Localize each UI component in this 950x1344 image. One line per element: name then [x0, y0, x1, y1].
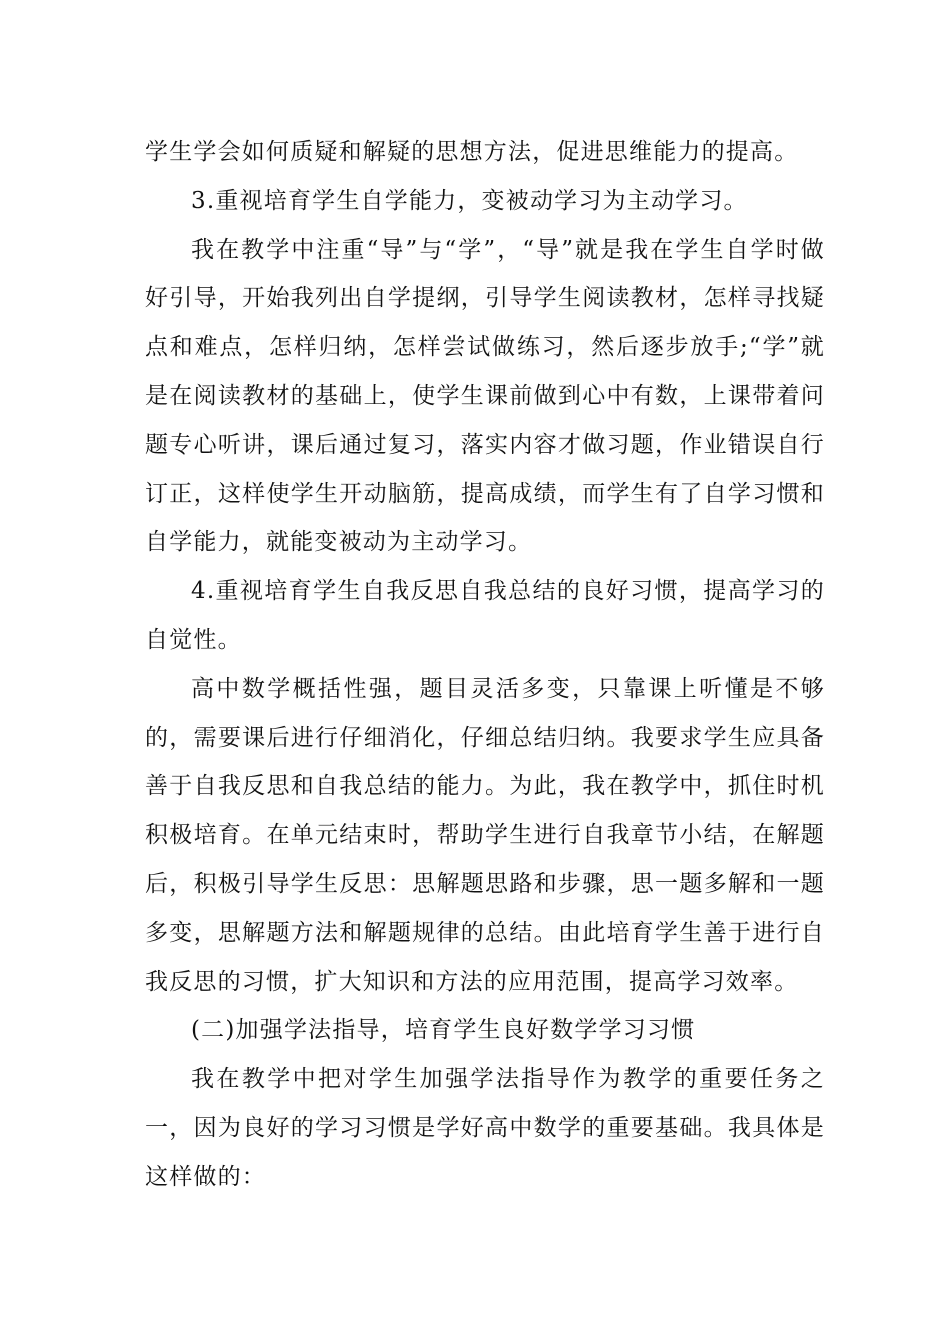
paragraph-7: 我在教学中把对学生加强学法指导作为教学的重要任务之一，因为良好的学习习惯是学好高中数学的重要基础。我具体是这样做的：: [145, 1066, 825, 1190]
document-body: [145, 128, 825, 1202]
paragraph-1: 学生学会如何质疑和解疑的思想方法，促进思维能力的提高。: [145, 139, 799, 165]
paragraph-6-heading: (二)加强学法指导，培育学生良好数学学习习惯: [191, 1017, 696, 1044]
paragraph-2-heading: 3.重视培育学生自学能力，变被动学习为主动学习。: [191, 187, 748, 214]
paragraph-5: 高中数学概括性强，题目灵活多变，只靠课上听懂是不够的，需要课后进行仔细消化，仔细总结归纳。我要求学生应具备善于自我反思和自我总结的能力。为此，我在教学中，抓住时机积极培育。在单元结束时，帮助学生进行自我章节小结，在解题后，积极引导学生反思：思解题思路和步骤，思一题多解和一题多变，思解题方法和解题规律的总结。由此培育学生善于进行自我反思的习惯，扩大知识和方法的应用范围，提高学习效率。: [145, 675, 825, 995]
paragraph-4-heading: 4.重视培育学生自我反思自我总结的良好习惯，提高学习的自觉性。: [145, 578, 825, 653]
paragraph-3: 我在教学中注重“导”与“学”，“导”就是我在学生自学时做好引导，开始我列出自学提纲，引导学生阅读教材，怎样寻找疑点和难点，怎样归纳，怎样尝试做练习，然后逐步放手;“学”就是在阅读教材的基础上，使学生课前做到心中有数，上课带着问题专心听讲，课后通过复习，落实内容才做习题，作业错误自行订正，这样使学生开动脑筋，提高成绩，而学生有了自学习惯和自学能力，就能变被动为主动学习。: [145, 236, 825, 556]
